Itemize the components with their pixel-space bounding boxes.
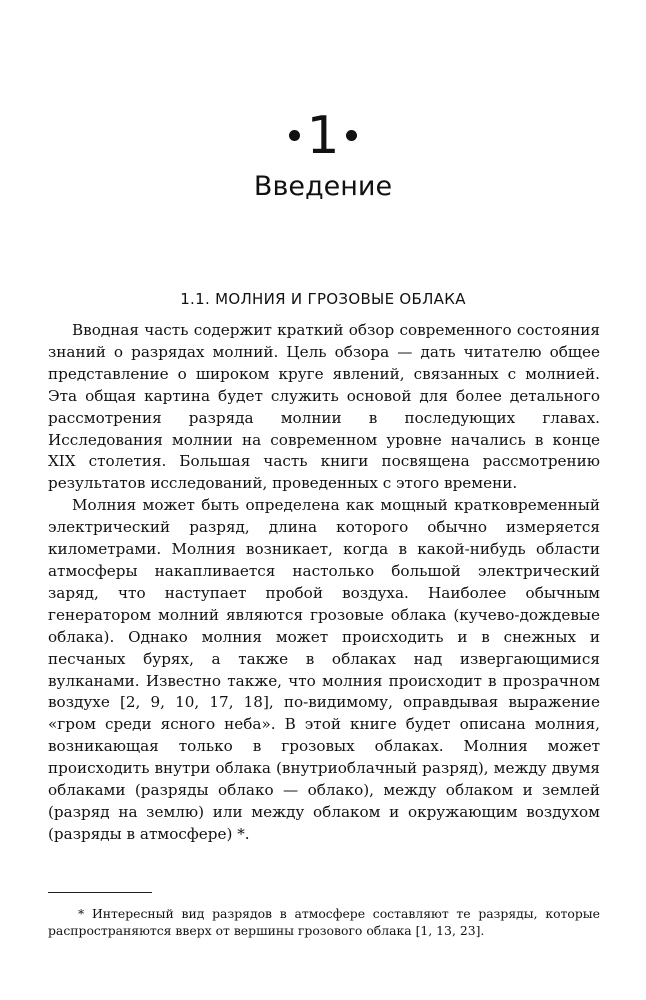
chapter-number-text: 1 <box>306 106 340 166</box>
footnote-divider <box>48 892 152 893</box>
bullet-dot-icon <box>346 130 357 141</box>
section-title: 1.1. МОЛНИЯ И ГРОЗОВЫЕ ОБЛАКА <box>180 290 466 308</box>
bullet-dot-icon <box>289 130 300 141</box>
paragraph-intro: Вводная часть содержит краткий обзор современного состояния знаний о разрядах молний. Цель обзора — дать читателю общее представление о широком круге явлений, связанных с молнией. Эта общая картина будет служить основой для более детального рассмотрения разряда молнии в последующих главах. Исследования молнии на современном уровне начались в конце XIX столетия. Большая часть книги посвящена рассмотрению результатов исследований, проведенных с этого времени. <box>48 321 600 493</box>
body-text <box>48 320 600 846</box>
footnote: * Интересный вид разрядов в атмосфере составляют те разряды, которые распространяются вверх от вершины грозового облака [1, 13, 23]. <box>48 906 600 938</box>
paragraph-definition: Молния может быть определена как мощный кратковременный электрический разряд, длина которого обычно измеряется километрами. Молния возникает, когда в какой-нибудь области атмосферы накапливается настолько большой электрический заряд, что наступает пробой воздуха. Наиболее обычным генератором молний являются грозовые облака (кучево-дождевые облака). Однако молния может происходить и в снежных и песчаных бурях, а также в облаках над извергающимися вулканами. Известно также, что молния происходит в прозрачном воздухе [2, 9, 10, 17, 18], по-видимому, оправдывая выражение «гром среди ясного неба». В этой книге будет описана молния, возникающая только в грозовых облаках. Молния может происходить внутри облака (внутриоблачный разряд), между двумя облаками (разряды облако — облако), между облаком и землей (разряд на землю) или между облаком и окружающим воздухом (разряды в атмосфере) *. <box>48 496 600 843</box>
chapter-number <box>0 106 646 166</box>
chapter-title: Введение <box>253 171 393 202</box>
